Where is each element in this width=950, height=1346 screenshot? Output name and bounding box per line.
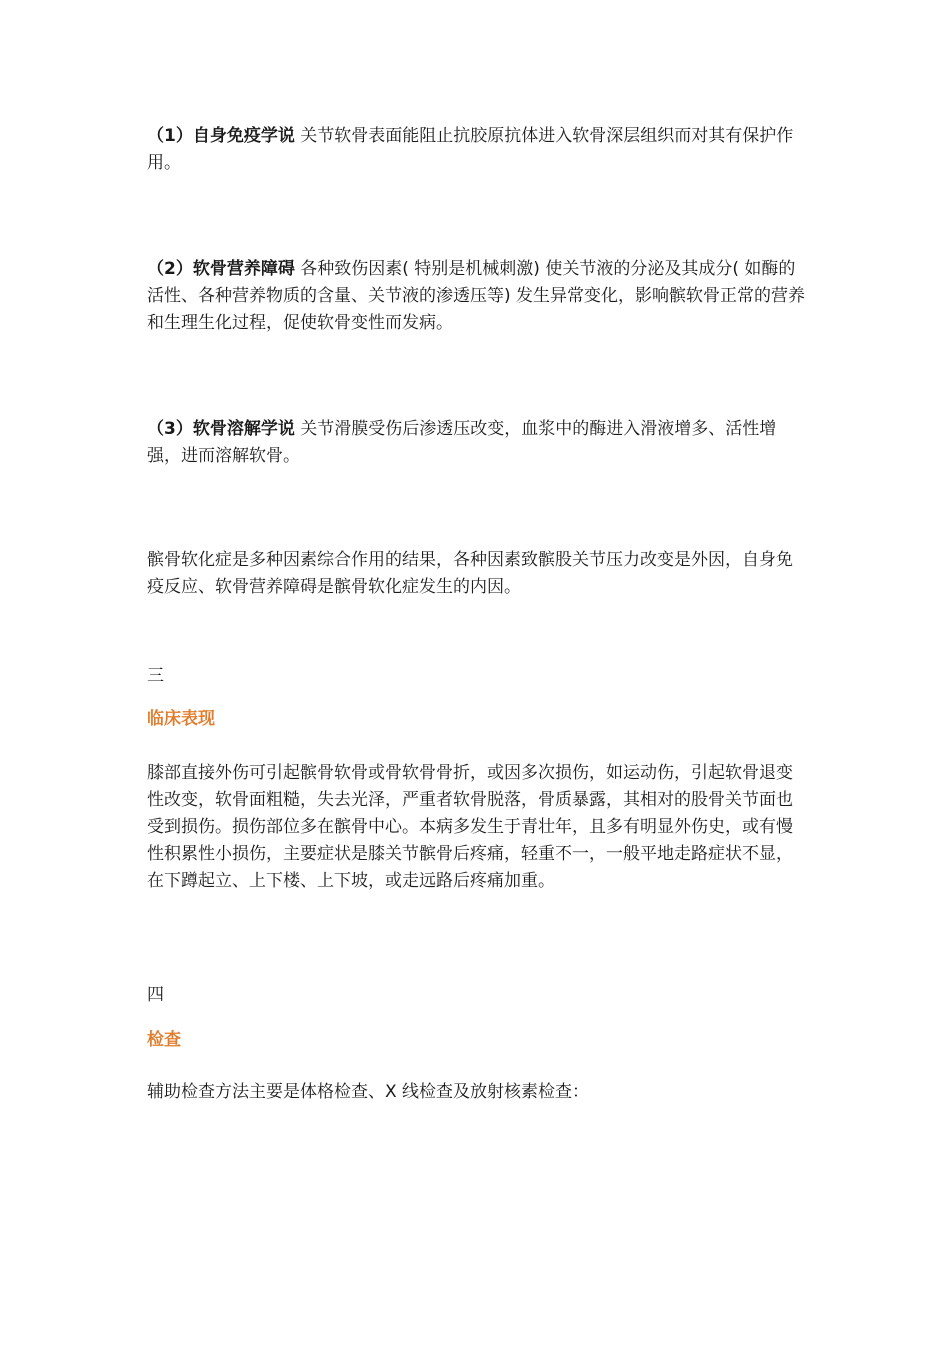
section-3-title: 临床表现 <box>147 709 215 729</box>
theory-2-body: 各种致伤因素( 特别是机械刺激) 使关节液的分泌及其成分( 如酶的活性、各种营养物质的含量、关节液的渗透压等) 发生异常变化，影响髌软骨正常的营养和生理生化过程，促使软骨变性而发病。 <box>147 259 806 333</box>
section-4-body: 辅助检查方法主要是体格检查、X 线检查及放射核素检查： <box>147 1082 590 1102</box>
theory-2-paragraph <box>147 256 807 337</box>
section-4-number: 四 <box>147 985 164 1005</box>
summary-paragraph: 髌骨软化症是多种因素综合作用的结果，各种因素致髌股关节压力改变是外因，自身免疫反应、软骨营养障碍是髌骨软化症发生的内因。 <box>147 550 793 597</box>
theory-3-prefix: （3） <box>147 419 193 439</box>
theory-1-prefix: （1） <box>147 126 193 146</box>
theory-3-paragraph <box>147 416 807 470</box>
theory-2-prefix: （2） <box>147 259 193 279</box>
section-3-body: 膝部直接外伤可引起髌骨软骨或骨软骨骨折，或因多次损伤，如运动伤，引起软骨退变性改变，软骨面粗糙，失去光泽，严重者软骨脱落，骨质暴露，其相对的股骨关节面也受到损伤。损伤部位多在髌骨中心。本病多发生于青壮年，且多有明显外伤史，或有慢性积累性小损伤，主要症状是膝关节髌骨后疼痛，轻重不一，一般平地走路症状不显，在下蹲起立、上下楼、上下坡，或走远路后疼痛加重。 <box>147 763 793 891</box>
theory-2-title: 软骨营养障碍 <box>192 259 295 279</box>
section-4-title: 检查 <box>147 1030 181 1050</box>
theory-3-title: 软骨溶解学说 <box>192 419 295 439</box>
section-3-number: 三 <box>147 666 164 686</box>
theory-3-body: 关节滑膜受伤后渗透压改变，血浆中的酶进入滑液增多、活性增强，进而溶解软骨。 <box>147 419 777 466</box>
theory-1-body: 关节软骨表面能阻止抗胶原抗体进入软骨深层组织而对其有保护作用。 <box>147 126 794 173</box>
theory-1-paragraph <box>147 123 807 177</box>
theory-1-title: 自身免疫学说 <box>192 126 295 146</box>
